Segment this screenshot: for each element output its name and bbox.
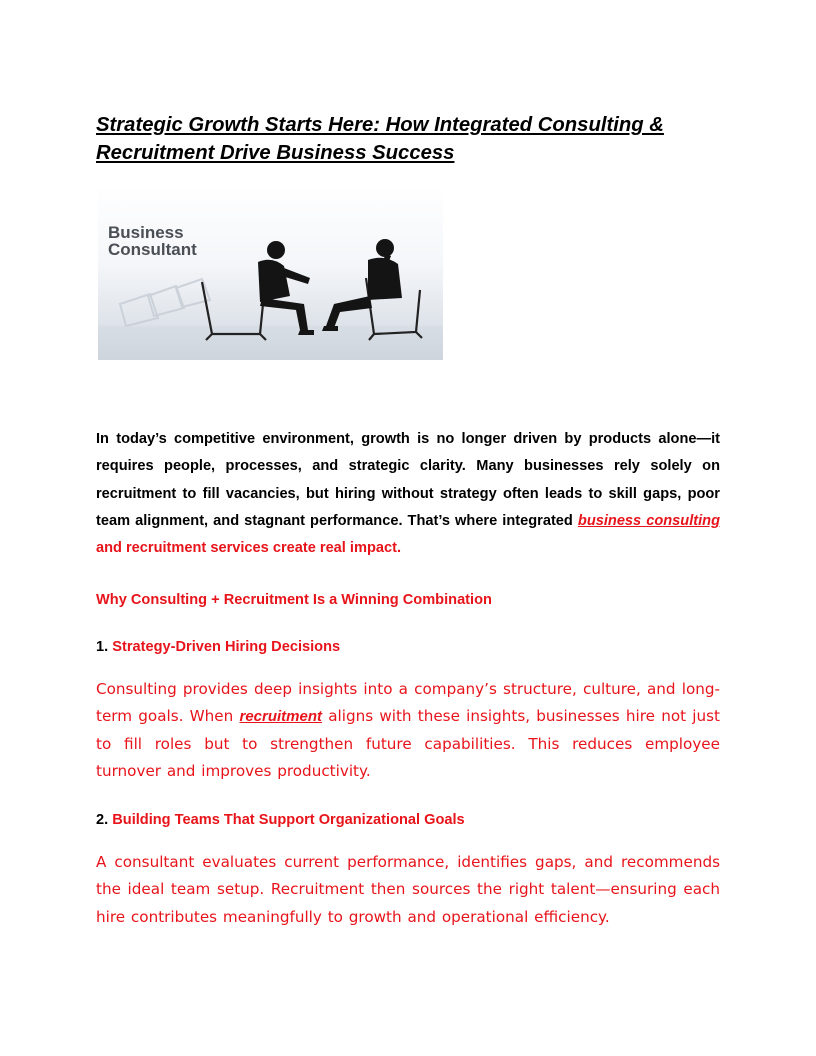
intro-paragraph <box>96 426 720 562</box>
intro-text: In today’s competitive environment, growth is no longer driven by products alone—it requires people, processes, and strategic clarity. Many businesses rely solely on recruitment to fill vacancies, but hiring without strategy often leads to skill gaps, poor team alignment, and stagnant performance. That’s where integrated <box>96 431 720 529</box>
image-caption-line-1: Business <box>108 223 184 242</box>
business-consulting-link[interactable]: business consulting <box>577 512 721 529</box>
page-title: Strategic Growth Starts Here: How Integrated Consulting & Recruitment Drive Business Success <box>96 114 664 164</box>
point-1-text-after: aligns with these insights, businesses hire not just to fill roles but to strengthen future capabilities. This reduces employee turnover and improves productivity. <box>96 707 720 780</box>
point-2-heading-text: Building Teams That Support Organizational Goals <box>112 812 465 828</box>
recruitment-link[interactable]: recruitment <box>239 708 323 726</box>
image-caption <box>108 224 197 258</box>
consultants-illustration <box>98 186 443 360</box>
point-1-heading <box>96 637 720 657</box>
point-2-body: A consultant evaluates current performance, identifies gaps, and recommends the ideal team setup. Recruitment then sources the right talent—ensuring each hire contributes meaningfully to growth and operational efficiency. <box>96 853 720 926</box>
point-2-heading <box>96 810 720 830</box>
point-1-heading-text: Strategy-Driven Hiring Decisions <box>112 639 341 655</box>
point-1-text-before: Consulting provides deep insights into a company’s structure, culture, and long-term goals. When <box>96 680 720 726</box>
point-1-body <box>96 676 720 785</box>
point-2-number: 2. <box>96 812 109 828</box>
business-consultant-image <box>98 186 443 360</box>
section-heading: Why Consulting + Recruitment Is a Winning Combination <box>96 592 492 608</box>
point-1-number: 1. <box>96 639 109 655</box>
image-caption-line-2: Consultant <box>108 240 197 259</box>
intro-tail: and recruitment services create real impact. <box>96 540 402 557</box>
